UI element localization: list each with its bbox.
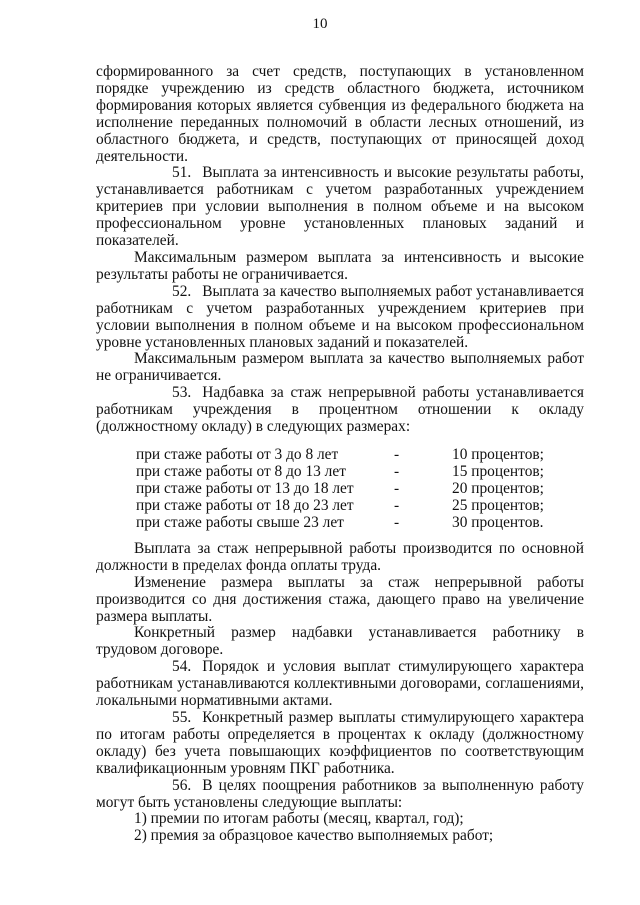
table-cell-percent: 15 процентов; bbox=[452, 462, 544, 480]
list-item: 2) премия за образцовое качество выполняемых работ; bbox=[134, 827, 494, 845]
paragraph-51-text: Выплата за интенсивность и высокие результаты работы, устанавливается работникам с учетом разработанных учреждением критериев при условии выполнения в полном объеме и на высоком профессиональном уровне установленных плановых заданий и показателей. bbox=[96, 164, 584, 250]
table-cell-condition: при стаже работы от 13 до 18 лет bbox=[136, 479, 354, 497]
table-row bbox=[136, 497, 582, 514]
paragraph-53 bbox=[96, 385, 584, 436]
paragraph-56-text: В целях поощрения работников за выполненную работу могут быть установлены следующие выплаты: bbox=[96, 776, 584, 811]
paragraph-54-text: Порядок и условия выплат стимулирующего характера работникам устанавливаются коллективными договорами, соглашениями, локальными нормативными актами. bbox=[96, 658, 584, 710]
paragraph-55-text: Конкретный размер выплаты стимулирующего характера по итогам работы определяется в процентах к окладу (должностному окладу) без учета повышающих коэффициентов по соответствующим квалификационным уровням ПКГ работника. bbox=[96, 709, 584, 777]
table-row bbox=[136, 463, 582, 480]
document-body bbox=[96, 64, 584, 845]
table-cell-condition: при стаже работы свыше 23 лет bbox=[136, 513, 344, 531]
table-cell-dash: - bbox=[394, 496, 400, 514]
table-cell-dash: - bbox=[394, 445, 400, 463]
paragraph-51-note: Максимальным размером выплата за интенсивность и высокие результаты работы не ограничивается. bbox=[96, 248, 584, 283]
intro-paragraph: сформированного за счет средств, поступающих в установленном порядке учреждению из средств областного бюджета, источником формирования которых является субвенция из федерального бюджета на исполнение переданных полномочий в области лесных отношений, из областного бюджета, и средств, поступающих от приносящей доход деятельности. bbox=[96, 63, 584, 165]
list-item: 1) премии по итогам работы (месяц, квартал, год); bbox=[134, 810, 464, 828]
paragraph-54-number: 54. bbox=[172, 658, 192, 676]
paragraph-53-text: Надбавка за стаж непрерывной работы устанавливается работникам учреждения в процентном отношении к окладу (должностному окладу) в следующих размерах: bbox=[96, 384, 584, 436]
table-cell-dash: - bbox=[394, 462, 400, 480]
paragraph-56-number: 56. bbox=[172, 776, 192, 794]
table-cell-dash: - bbox=[394, 513, 400, 531]
paragraph-52-text: Выплата за качество выполняемых работ устанавливается работникам с учетом разработанных учреждением критериев при условии выполнения в полном объеме и на высоком профессиональном уровне установленных плановых заданий и показателей. bbox=[96, 282, 584, 351]
paragraph-53-note-3: Конкретный размер надбавки устанавливается работнику в трудовом договоре. bbox=[96, 624, 584, 659]
table-cell-percent: 10 процентов; bbox=[452, 445, 544, 463]
paragraph-52-number: 52. bbox=[172, 282, 192, 300]
table-cell-percent: 20 процентов; bbox=[452, 479, 544, 497]
paragraph-51-number: 51. bbox=[172, 164, 192, 182]
paragraph-52-note: Максимальным размером выплата за качество выполняемых работ не ограничивается. bbox=[96, 350, 584, 385]
table-cell-dash: - bbox=[394, 479, 400, 497]
table-cell-condition: при стаже работы от 18 до 23 лет bbox=[136, 496, 354, 514]
paragraph-55 bbox=[96, 710, 584, 778]
table-cell-percent: 25 процентов; bbox=[452, 496, 544, 514]
paragraph-53-note-2: Изменение размера выплаты за стаж непрерывной работы производится со дня достижения стажа, дающего право на увеличение размера выплаты. bbox=[96, 573, 584, 625]
table-cell-condition: при стаже работы от 3 до 8 лет bbox=[136, 445, 339, 463]
paragraph-55-number: 55. bbox=[172, 709, 192, 726]
paragraph-52 bbox=[96, 284, 584, 352]
table-row bbox=[136, 446, 582, 463]
table-cell-condition: при стаже работы от 8 до 13 лет bbox=[136, 462, 346, 480]
paragraph-56 bbox=[96, 778, 584, 812]
seniority-table bbox=[136, 446, 582, 531]
paragraph-53-number: 53. bbox=[172, 384, 192, 402]
page-number: 10 bbox=[312, 16, 328, 32]
table-row bbox=[136, 480, 582, 497]
table-row bbox=[136, 514, 582, 531]
paragraph-53-note-1: Выплата за стаж непрерывной работы производится по основной должности в пределах фонда оплаты труда. bbox=[96, 539, 584, 574]
paragraph-54 bbox=[96, 659, 584, 710]
paragraph-51 bbox=[96, 165, 584, 250]
table-cell-percent: 30 процентов. bbox=[452, 513, 544, 531]
